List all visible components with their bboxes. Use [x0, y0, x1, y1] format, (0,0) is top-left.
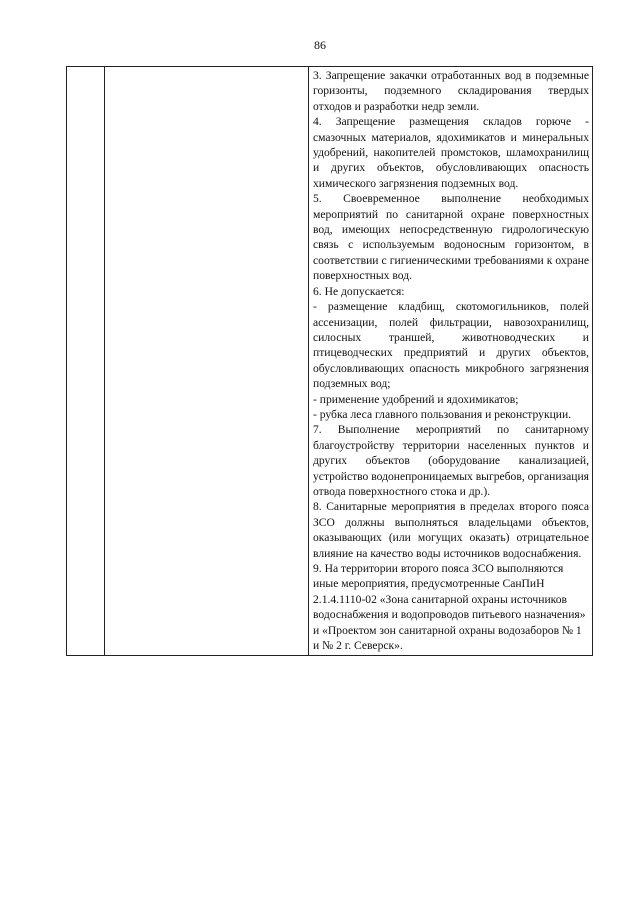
paragraph: 3. Запрещение закачки отработанных вод в подземные горизонты, подземного складирования твердых отходов и разработки недр земли. [313, 69, 589, 113]
table-cell-item [105, 67, 309, 656]
paragraph: 5. Своевременное выполнение необходимых мероприятий по санитарной охране поверхностных вод, имеющих непосредственную гидрологическую связь с используемым водоносным горизонтом, в соответствии с гигиеническими требованиями к охране поверхностных вод. [313, 192, 589, 283]
paragraph: - размещение кладбищ, скотомогильников, полей ассенизации, полей фильтрации, навозохранилищ, силосных траншей, животноводческих и птицеводческих предприятий и других объектов, обусловливающих опасность микробного загрязнения подземных вод; [313, 300, 589, 391]
paragraph: 9. На территории второго пояса ЗСО выполняются иные мероприятия, предусмотренные СанПиН 2.1.4.1110-02 «Зона санитарной охраны источников водоснабжения и водопроводов питьевого назначения» и «Проектом зон санитарной охраны водозаборов № 1 и № 2 г. Северск». [313, 562, 586, 653]
paragraph: 6. Не допускается: [313, 284, 405, 298]
table-cell-measures [309, 67, 593, 656]
paragraph: 8. Санитарные мероприятия в пределах второго пояса ЗСО должны выполняться владельцами объектов, оказывающих (или могущих оказать) отрицательное влияние на качество воды источников водоснабжения. [313, 500, 589, 560]
paragraph: - рубка леса главного пользования и реконструкции. [313, 407, 572, 421]
page-number: 86 [314, 38, 326, 52]
paragraph: - применение удобрений и ядохимикатов; [313, 392, 519, 406]
paragraph: 4. Запрещение размещения складов горюче - смазочных материалов, ядохимикатов и минеральных удобрений, накопителей промстоков, шламохранилищ и других объектов, обусловливающих опасность химического загрязнения подземных вод. [313, 115, 589, 190]
table-row [67, 67, 593, 656]
paragraph: 7. Выполнение мероприятий по санитарному благоустройству территории населенных пунктов и других объектов (оборудование канализацией, устройство водонепроницаемых выгребов, организация отвода поверхностного стока и др.). [313, 423, 589, 498]
table-cell-number [67, 67, 105, 656]
requirements-table [66, 66, 593, 656]
